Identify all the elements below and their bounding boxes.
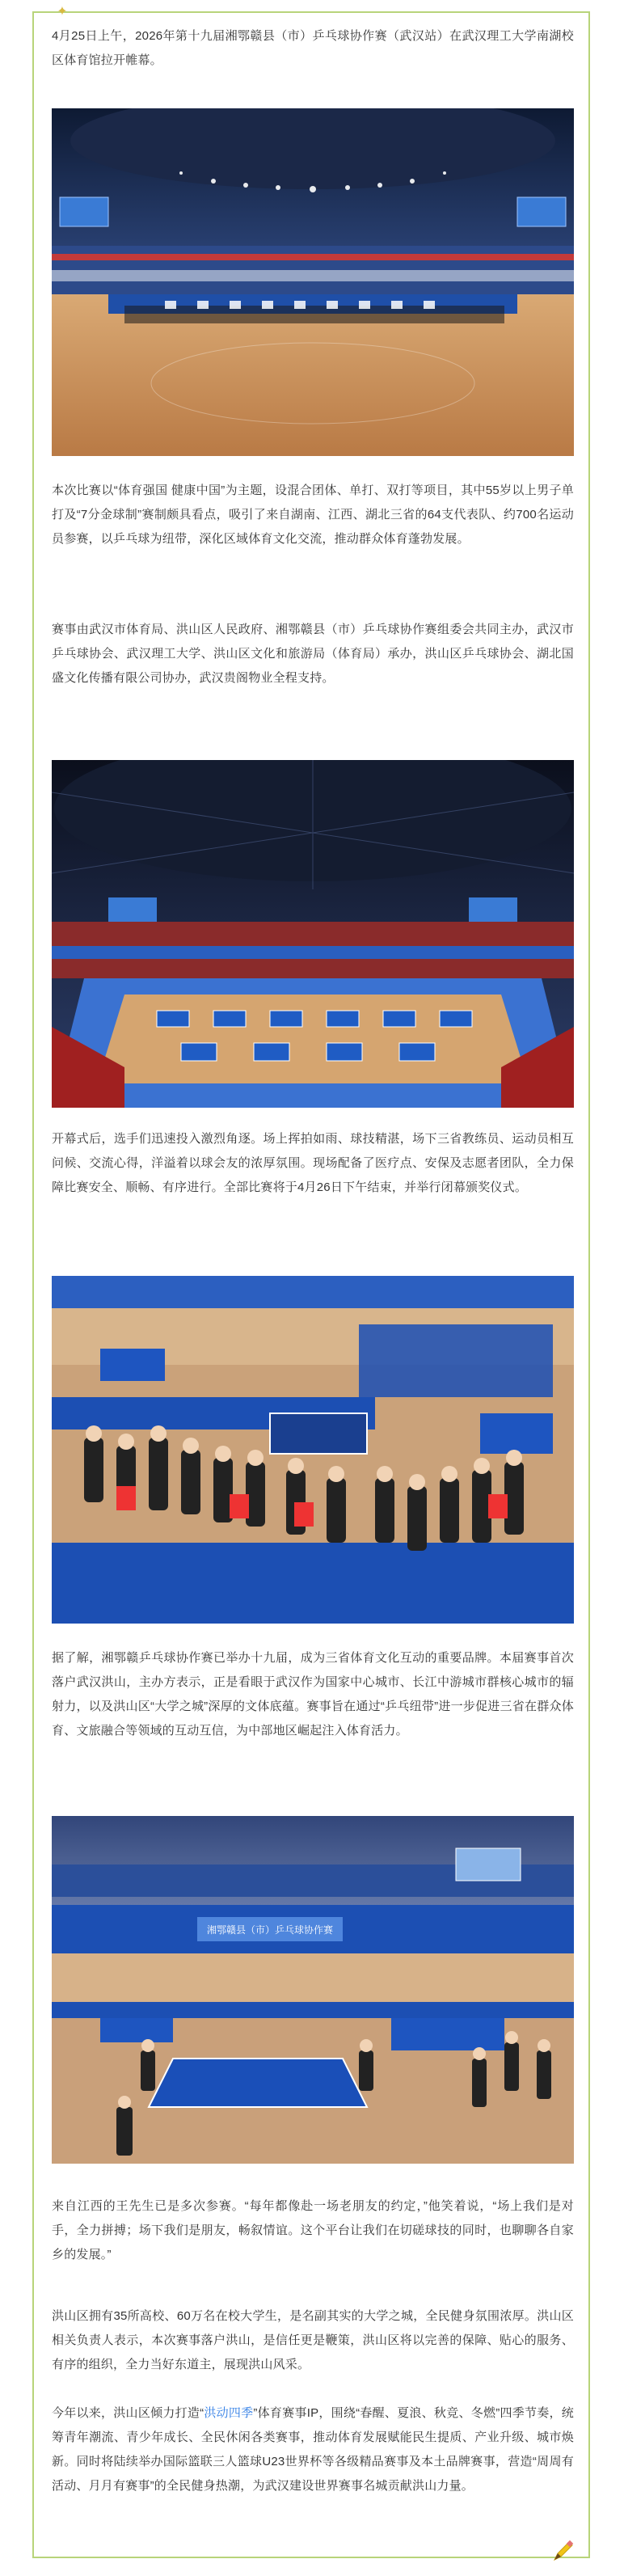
paragraph-8-body: ”体育赛事IP，围绕“春醒、夏浪、秋竞、冬燃”四季节奏，统筹青年潮流、青少年成长、全民休闲各类赛事，推动体育发展赋能民生提质、产业升级、城市焕新。同时将陆续举办国际篮联三人篮球U23世界杯等各级精品赛事及本土品牌赛事，营造“周周有活动、月月有赛事”的全民健身热潮，为武汉建设世界赛事名城贡献洪山力量。 xyxy=(52,2406,574,2493)
article-paragraph-6: 来自江西的王先生已是多次参赛。“每年都像赴一场老朋友的约定，”他笑着说，“场上我们是对手，全力拼搏；场下我们是朋友，畅叙情谊。这个平台让我们在切磋球技的同时，也聊聊各自家乡的发展。” xyxy=(52,2199,574,2261)
article-paragraph-5: 据了解，湘鄂赣乒乓球协作赛已举办十九届，成为三省体育文化互动的重要品牌。本届赛事首次落户武汉洪山，主办方表示，正是看眼于武汉作为国家中心城市、长江中游城市群核心城市的辐射力，以及洪山区“大学之城”深厚的文体底蕴。赛事旨在通过“乒乓纽带”进一步促进三省在群众体育、文旅融合等领域的互动互信，为中部地区崛起注入体育活力。 xyxy=(52,1651,574,1738)
photo-arena-overview xyxy=(52,760,574,1108)
article-paragraph-8 xyxy=(52,2401,574,2498)
photo-match-spectators xyxy=(52,1276,574,1624)
pen-icon xyxy=(551,2539,576,2563)
article-paragraph-4: 开幕式后，选手们迅速投入激烈角逐。场上挥拍如雨、球技精湛，场下三省教练员、运动员相互问候、交流心得，洋溢着以球会友的浓厚氛围。现场配备了医疗点、安保及志愿者团队，全力保障比赛安全、顺畅、有序进行。全部比赛将于4月26日下午结束，并举行闭幕颁奖仪式。 xyxy=(52,1132,574,1194)
photo-matches-in-progress xyxy=(52,1816,574,2164)
article-paragraph-1: 4月25日上午，2026年第十九届湘鄂赣县（市）乒乓球协作赛（武汉站）在武汉理工大学南湖校区体育馆拉开帷幕。 xyxy=(52,29,574,67)
photo-opening-ceremony xyxy=(52,108,574,456)
sparkle-icon: ✦ xyxy=(57,5,68,19)
article-paragraph-2: 本次比赛以“体育强国 健康中国”为主题，设混合团体、单打、双打等项目，其中55岁以上男子单打及“7分金球制”赛制颇具看点，吸引了来自湖南、江西、湖北三省的64支代表队、约700名运动员参赛，以乒乓球为纽带，深化区域体育文化交流，推动群众体育蓬勃发展。 xyxy=(52,484,574,546)
arena-banner-text: 湘鄂赣县（市）乒乓球协作赛 xyxy=(206,1924,334,1936)
article-paragraph-3: 赛事由武汉市体育局、洪山区人民政府、湘鄂赣县（市）乒乓球协作赛组委会共同主办，武汉市乒乓球协会、武汉理工大学、洪山区文化和旅游局（体育局）承办，洪山区乒乓球协会、湖北国盛文化传播有限公司协办，武汉贵阁物业全程支持。 xyxy=(52,623,574,685)
article-paragraph-7: 洪山区拥有35所高校、60万名在校大学生，是名副其实的大学之城，全民健身氛围浓厚。洪山区相关负责人表示，本次赛事落户洪山，是信任更是鞭策，洪山区将以完善的保障、贴心的服务、有序的组织，全力当好东道主，展现洪山风采。 xyxy=(52,2309,574,2371)
paragraph-8-intro: 今年以来，洪山区倾力打造“ xyxy=(52,2406,204,2420)
hongdong-siji-link[interactable]: 洪动四季 xyxy=(204,2406,254,2420)
